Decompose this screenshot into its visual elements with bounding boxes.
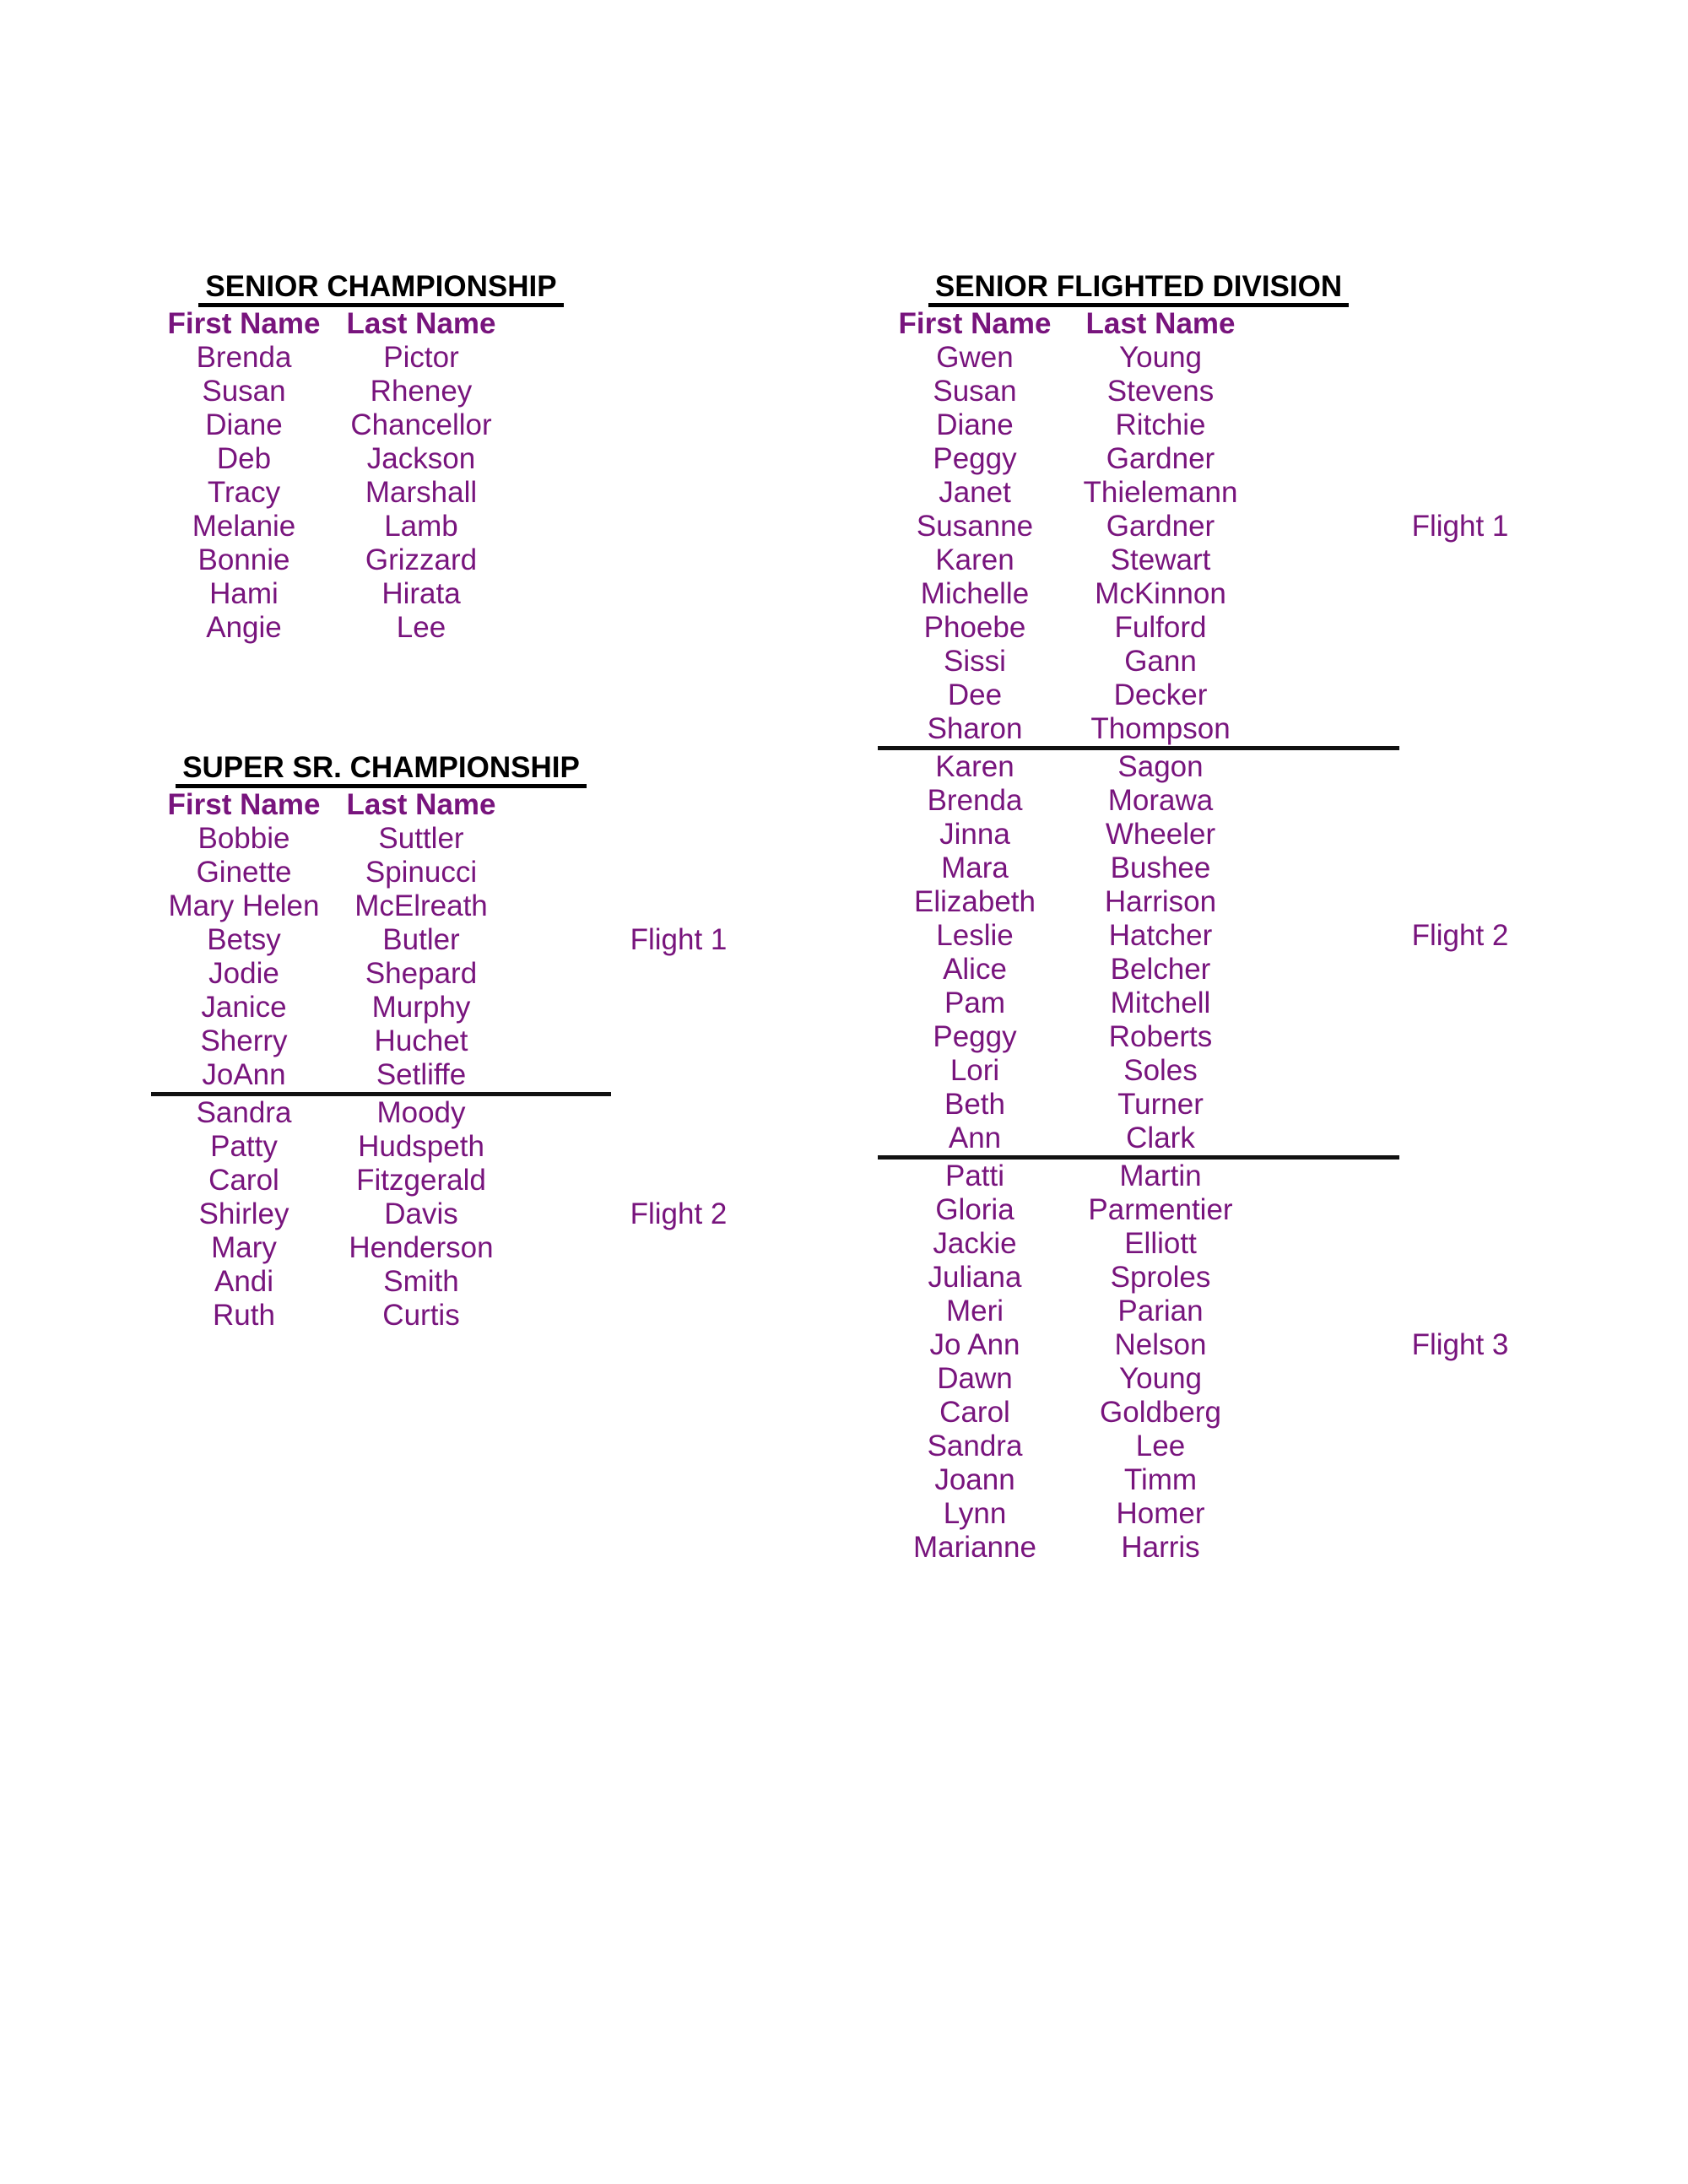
flight-label — [1376, 818, 1545, 851]
flight-label — [594, 1164, 763, 1197]
player-row — [878, 678, 1545, 712]
player-row — [878, 750, 1545, 784]
last-name: Decker — [1113, 678, 1208, 711]
flight-label — [1376, 1122, 1545, 1155]
player-row — [151, 442, 763, 476]
flight-label — [1376, 611, 1545, 645]
flight-label — [1376, 1463, 1545, 1497]
first-name: Susan — [933, 375, 1017, 408]
section-super-sr-championship — [151, 751, 763, 1333]
flight-label — [594, 341, 763, 375]
flight-label — [1376, 645, 1545, 678]
first-name: Betsy — [207, 923, 281, 956]
last-name: Hatcher — [1108, 919, 1213, 952]
last-name: Henderson — [349, 1231, 494, 1264]
flight-label — [594, 822, 763, 856]
flight-label — [594, 957, 763, 991]
flight-label — [594, 408, 763, 442]
first-name: Carol — [208, 1164, 279, 1197]
last-name: Homer — [1116, 1497, 1205, 1530]
first-name: Gloria — [935, 1193, 1014, 1226]
player-row — [878, 611, 1545, 645]
section-title — [151, 751, 611, 788]
last-name: Harrison — [1104, 885, 1217, 918]
player-row — [878, 442, 1545, 476]
last-name: Soles — [1123, 1054, 1198, 1087]
player-row — [151, 991, 763, 1024]
player-row — [878, 1193, 1545, 1227]
player-row — [878, 510, 1545, 543]
first-name: Mary — [211, 1231, 277, 1264]
player-row — [151, 611, 763, 645]
player-row — [878, 1020, 1545, 1054]
first-name: Brenda — [196, 341, 292, 374]
first-name: Joann — [934, 1463, 1015, 1496]
first-name: Diane — [205, 408, 283, 441]
last-name: McElreath — [354, 889, 488, 922]
flight-label — [1376, 678, 1545, 712]
player-row — [878, 341, 1545, 375]
last-name: Martin — [1119, 1160, 1202, 1192]
first-name: Karen — [935, 750, 1014, 783]
player-row — [878, 784, 1545, 818]
first-name: Peggy — [933, 1020, 1017, 1053]
last-name: Mitchell — [1110, 987, 1211, 1019]
last-name: Bushee — [1110, 851, 1211, 884]
player-row — [878, 1497, 1545, 1531]
last-name: Suttler — [378, 822, 464, 855]
flight-label — [594, 1299, 763, 1333]
flight-label — [594, 1058, 763, 1092]
player-row — [878, 375, 1545, 408]
section-title — [878, 270, 1399, 307]
player-rows — [151, 822, 763, 1333]
last-name: Davis — [384, 1197, 458, 1230]
player-row — [151, 1096, 763, 1130]
player-row — [878, 1295, 1545, 1328]
player-row — [878, 408, 1545, 442]
flight-label — [594, 476, 763, 510]
flight-label — [1376, 1497, 1545, 1531]
first-name: Lynn — [943, 1497, 1007, 1530]
first-name-header: First Name — [898, 307, 1052, 340]
player-row — [878, 919, 1545, 953]
first-name: Peggy — [933, 442, 1017, 475]
last-name: McKinnon — [1095, 577, 1226, 610]
flight-label: Flight 1 — [630, 923, 728, 956]
flight-label — [594, 1231, 763, 1265]
first-name: Shirley — [198, 1197, 289, 1230]
player-row — [878, 1463, 1545, 1497]
player-row — [151, 889, 763, 923]
last-name: Smith — [383, 1265, 459, 1298]
flight-label — [1376, 1088, 1545, 1122]
section-senior-championship — [151, 270, 763, 645]
section-title-text: SUPER SR. CHAMPIONSHIP — [176, 752, 587, 788]
last-name: Moody — [376, 1096, 466, 1129]
last-name: Sagon — [1117, 750, 1204, 783]
first-name: Jodie — [208, 957, 279, 990]
first-name: Deb — [216, 442, 272, 475]
section-senior-flighted-division — [878, 270, 1545, 1565]
last-name: Stewart — [1110, 543, 1211, 576]
first-name: Sherry — [200, 1024, 288, 1057]
first-name: Janet — [939, 476, 1011, 509]
last-name: Gann — [1124, 645, 1197, 678]
last-name: Belcher — [1110, 953, 1211, 986]
flight-label — [594, 1024, 763, 1058]
last-name: Murphy — [371, 991, 471, 1024]
last-name: Harris — [1121, 1531, 1200, 1564]
flight-label — [1376, 1295, 1545, 1328]
column-header-row — [151, 788, 763, 822]
first-name: Bobbie — [197, 822, 290, 855]
player-row — [878, 1122, 1545, 1155]
first-name: Ruth — [213, 1299, 275, 1332]
last-name: Roberts — [1108, 1020, 1213, 1053]
last-name: Goldberg — [1100, 1396, 1221, 1429]
last-name: Spinucci — [365, 856, 478, 889]
flight-label — [1376, 1430, 1545, 1463]
flight-label — [594, 442, 763, 476]
first-name: Ann — [948, 1122, 1002, 1154]
flight-label — [594, 611, 763, 645]
last-name: Rheney — [370, 375, 473, 408]
first-name: Tracy — [207, 476, 281, 509]
player-row — [878, 818, 1545, 851]
first-name: Pam — [944, 987, 1005, 1019]
last-name: Gardner — [1106, 510, 1215, 543]
first-name: Beth — [944, 1088, 1005, 1121]
flight-label — [1376, 476, 1545, 510]
last-name: Wheeler — [1105, 818, 1216, 851]
player-row — [151, 1130, 763, 1164]
player-row — [878, 987, 1545, 1020]
first-name: Angie — [206, 611, 282, 644]
last-name: Huchet — [374, 1024, 468, 1057]
player-row — [878, 1362, 1545, 1396]
flight-label — [1376, 375, 1545, 408]
first-name: Dawn — [937, 1362, 1013, 1395]
first-name: Susan — [202, 375, 286, 408]
flight-label — [1376, 1020, 1545, 1054]
section-title-text: SENIOR CHAMPIONSHIP — [198, 271, 563, 307]
last-name: Lee — [396, 611, 446, 644]
first-name: Alice — [943, 953, 1007, 986]
flight-label — [1376, 1227, 1545, 1261]
last-name-header: Last Name — [1085, 307, 1236, 340]
player-row — [151, 577, 763, 611]
flight-label — [1376, 1193, 1545, 1227]
flight-label — [1376, 987, 1545, 1020]
first-name: Michelle — [920, 577, 1030, 610]
first-name: Patty — [210, 1130, 278, 1163]
flight-label — [1376, 1396, 1545, 1430]
first-name-header: First Name — [167, 307, 321, 340]
flight-header-empty — [594, 788, 763, 822]
player-row — [151, 341, 763, 375]
player-row — [878, 1328, 1545, 1362]
player-row — [151, 1197, 763, 1231]
first-name: Diane — [936, 408, 1014, 441]
player-row — [151, 856, 763, 889]
player-rows — [151, 341, 763, 645]
first-name: Marianne — [913, 1531, 1036, 1564]
flight-label — [1376, 1362, 1545, 1396]
flight-label — [1376, 712, 1545, 746]
flight-label: Flight 2 — [630, 1197, 728, 1230]
first-name: Leslie — [936, 919, 1014, 952]
flight-label: Flight 1 — [1411, 510, 1509, 543]
last-name: Stevens — [1106, 375, 1215, 408]
last-name: Elliott — [1124, 1227, 1197, 1260]
column-header-row — [151, 307, 763, 341]
flight-label — [1376, 543, 1545, 577]
player-row — [151, 957, 763, 991]
player-row — [878, 645, 1545, 678]
last-name: Fitzgerald — [356, 1164, 486, 1197]
first-name: Jinna — [939, 818, 1010, 851]
flight-label — [1376, 851, 1545, 885]
flight-label — [1376, 408, 1545, 442]
flight-label — [1376, 1054, 1545, 1088]
player-row — [878, 712, 1545, 746]
first-name: Brenda — [927, 784, 1023, 817]
last-name: Thompson — [1090, 712, 1231, 745]
player-row — [151, 543, 763, 577]
flight-label — [1376, 341, 1545, 375]
last-name-header: Last Name — [346, 307, 496, 340]
last-name: Parmentier — [1088, 1193, 1233, 1226]
first-name: Sandra — [927, 1430, 1023, 1462]
player-row — [878, 577, 1545, 611]
first-name-header: First Name — [167, 788, 321, 821]
player-row — [878, 1531, 1545, 1565]
section-title — [151, 270, 611, 307]
first-name: Mara — [941, 851, 1009, 884]
player-row — [151, 1024, 763, 1058]
last-name: Turner — [1117, 1088, 1204, 1121]
player-row — [878, 1430, 1545, 1463]
flight-label — [594, 1130, 763, 1164]
first-name: Andi — [214, 1265, 274, 1298]
last-name: Hudspeth — [358, 1130, 484, 1163]
last-name: Parian — [1117, 1295, 1204, 1327]
last-name: Fulford — [1114, 611, 1207, 644]
player-row — [151, 1265, 763, 1299]
flight-label — [1376, 784, 1545, 818]
first-name: Hami — [209, 577, 279, 610]
flight-label: Flight 2 — [1411, 919, 1509, 952]
player-row — [151, 1299, 763, 1333]
last-name: Marshall — [365, 476, 478, 509]
first-name: Gwen — [936, 341, 1014, 374]
player-row — [151, 476, 763, 510]
first-name: Carol — [939, 1396, 1010, 1429]
last-name: Hirata — [381, 577, 461, 610]
player-rows — [878, 341, 1545, 1565]
first-name: Melanie — [192, 510, 296, 543]
first-name: Patti — [944, 1160, 1005, 1192]
last-name: Nelson — [1114, 1328, 1207, 1361]
last-name: Young — [1119, 1362, 1202, 1395]
flight-label — [1376, 885, 1545, 919]
first-name: Juliana — [928, 1261, 1022, 1294]
player-row — [878, 953, 1545, 987]
flight-label — [594, 510, 763, 543]
last-name: Lee — [1135, 1430, 1186, 1462]
player-row — [878, 543, 1545, 577]
last-name: Setliffe — [376, 1058, 467, 1091]
flight-label — [1376, 1261, 1545, 1295]
last-name: Pictor — [383, 341, 459, 374]
last-name: Jackson — [366, 442, 476, 475]
last-name: Chancellor — [350, 408, 492, 441]
flight-label — [1376, 442, 1545, 476]
player-row — [151, 822, 763, 856]
first-name: Susanne — [916, 510, 1034, 543]
player-row — [151, 408, 763, 442]
flight-label — [594, 375, 763, 408]
flight-label — [594, 577, 763, 611]
player-row — [878, 851, 1545, 885]
flight-label — [594, 1265, 763, 1299]
section-title-text: SENIOR FLIGHTED DIVISION — [928, 271, 1349, 307]
player-row — [151, 1164, 763, 1197]
last-name: Clark — [1126, 1122, 1195, 1154]
column-header-row — [878, 307, 1545, 341]
player-row — [878, 1396, 1545, 1430]
first-name: Sharon — [927, 712, 1023, 745]
first-name: Jackie — [933, 1227, 1017, 1260]
flight-header-empty — [594, 307, 763, 341]
last-name: Ritchie — [1115, 408, 1206, 441]
flight-label — [594, 991, 763, 1024]
flight-label — [594, 856, 763, 889]
last-name: Curtis — [382, 1299, 460, 1332]
flight-label: Flight 3 — [1411, 1328, 1509, 1361]
last-name: Shepard — [365, 957, 478, 990]
first-name: JoAnn — [202, 1058, 286, 1091]
first-name: Lori — [950, 1054, 1000, 1087]
first-name: Sandra — [196, 1096, 292, 1129]
player-row — [151, 375, 763, 408]
first-name: Sissi — [944, 645, 1006, 678]
first-name: Phoebe — [923, 611, 1026, 644]
last-name: Sproles — [1110, 1261, 1211, 1294]
first-name: Mary Helen — [168, 889, 320, 922]
flight-label — [594, 543, 763, 577]
first-name: Dee — [947, 678, 1003, 711]
last-name: Grizzard — [365, 543, 478, 576]
first-name: Elizabeth — [914, 885, 1036, 918]
flight-label — [1376, 1160, 1545, 1193]
player-row — [151, 923, 763, 957]
last-name: Lamb — [384, 510, 458, 543]
last-name: Butler — [382, 923, 460, 956]
first-name: Janice — [201, 991, 287, 1024]
first-name: Bonnie — [197, 543, 290, 576]
player-row — [878, 1088, 1545, 1122]
flight-label — [1376, 750, 1545, 784]
flight-label — [594, 1096, 763, 1130]
flight-label — [1376, 577, 1545, 611]
last-name: Morawa — [1107, 784, 1214, 817]
first-name: Jo Ann — [929, 1328, 1020, 1361]
player-row — [878, 1054, 1545, 1088]
flight-label — [594, 889, 763, 923]
player-row — [878, 476, 1545, 510]
player-row — [151, 510, 763, 543]
player-row — [878, 1227, 1545, 1261]
player-row — [151, 1231, 763, 1265]
first-name: Karen — [935, 543, 1014, 576]
player-row — [151, 1058, 763, 1092]
player-row — [878, 885, 1545, 919]
player-row — [878, 1160, 1545, 1193]
last-name: Young — [1119, 341, 1202, 374]
flight-label — [1376, 953, 1545, 987]
last-name: Timm — [1123, 1463, 1198, 1496]
last-name: Thielemann — [1083, 476, 1238, 509]
flight-header-empty — [1376, 307, 1545, 341]
last-name: Gardner — [1106, 442, 1215, 475]
first-name: Meri — [945, 1295, 1004, 1327]
first-name: Ginette — [196, 856, 292, 889]
player-row — [878, 1261, 1545, 1295]
flight-label — [1376, 1531, 1545, 1565]
last-name-header: Last Name — [346, 788, 496, 821]
